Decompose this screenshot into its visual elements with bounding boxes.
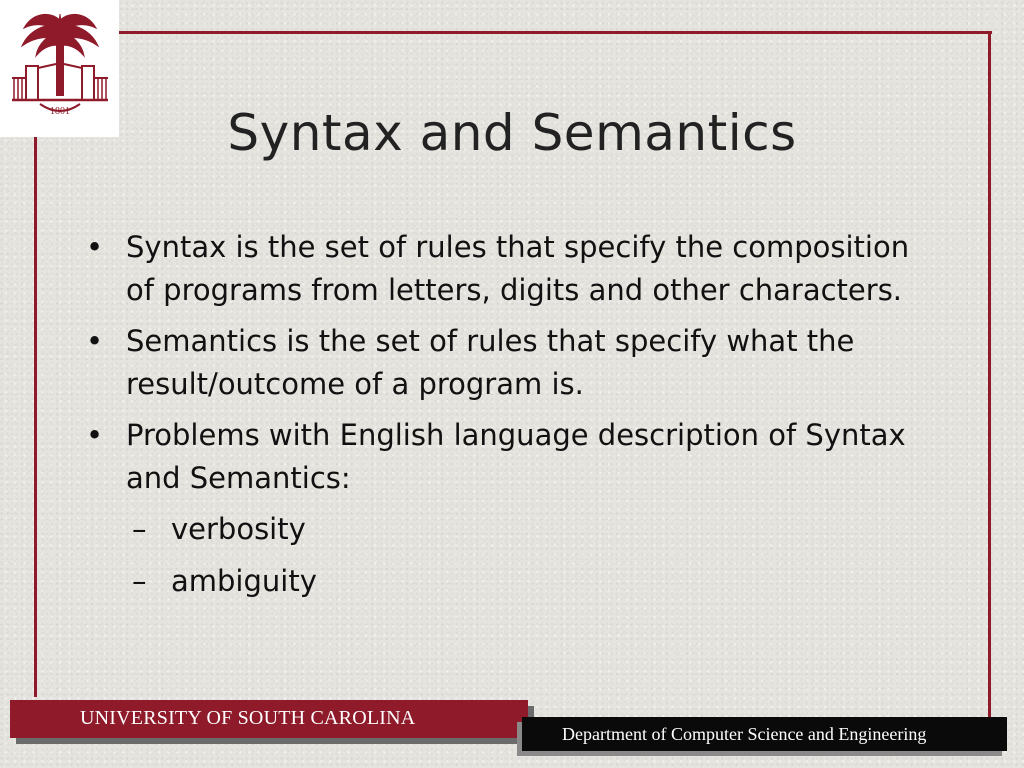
sub-item-dash: – (132, 512, 147, 546)
sub-item (86, 508, 946, 560)
bullet-text: Syntax is the set of rules that specify the composition of programs from letters, digits and other characters. (126, 230, 910, 307)
bullet-item (86, 320, 946, 406)
frame-top-line (119, 31, 992, 34)
bullet-marker: • (86, 418, 104, 452)
university-name: UNIVERSITY OF SOUTH CAROLINA (80, 707, 416, 729)
sub-item-text: ambiguity (171, 564, 317, 598)
sub-item (86, 560, 946, 612)
bullet-marker: • (86, 324, 104, 358)
university-footer-bar (10, 700, 528, 738)
bullet-marker: • (86, 230, 104, 264)
bullet-text: Problems with English language description of Syntax and Semantics: (126, 418, 906, 495)
slide-title: Syntax and Semantics (227, 104, 797, 162)
sub-item-dash: – (132, 564, 147, 598)
department-footer-bar (522, 717, 1007, 751)
department-name: Department of Computer Science and Engineering (562, 724, 927, 744)
frame-left-line (34, 137, 37, 697)
bullet-text: Semantics is the set of rules that specify what the result/outcome of a program is. (126, 324, 855, 401)
sub-item-text: verbosity (171, 512, 306, 546)
bullet-item (86, 226, 946, 312)
bullet-item (86, 414, 946, 500)
slide-body (86, 226, 946, 612)
logo-year-text: 1801 (50, 106, 70, 117)
